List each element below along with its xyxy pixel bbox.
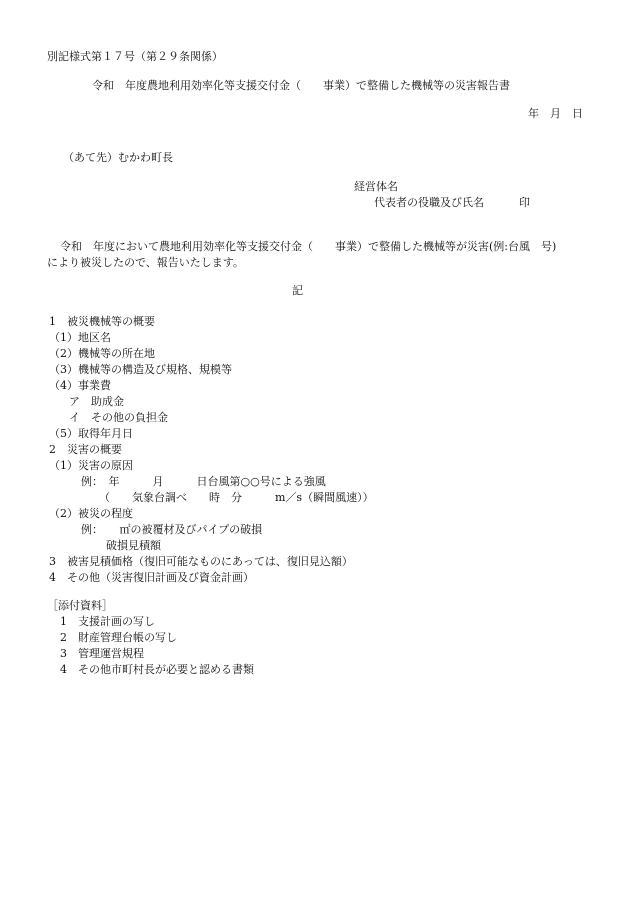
section-1-2: （2）機械等の所在地 [49, 347, 155, 360]
section-4: 4 その他（災害復旧計画及び資金計画） [49, 571, 254, 584]
section-1-4: （4）事業費 [49, 379, 111, 392]
form-number: 別記様式第１７号（第２９条関係） [47, 50, 223, 63]
section-2-2-example: 例： ㎡の被覆材及びパイプの破損 [81, 523, 263, 536]
body-text-line-2: により被災したので、報告いたします。 [47, 256, 244, 269]
section-1-heading: 1 被災機械等の概要 [49, 315, 155, 328]
section-1-4-a: ア 助成金 [69, 395, 124, 408]
ki-heading: 記 [292, 284, 303, 297]
attachment-item-1: 1 支援計画の写し [60, 615, 155, 628]
section-3: 3 被害見積価格（復旧可能なものにあっては、復旧見込額） [49, 555, 353, 568]
section-2-2: （2）被災の程度 [49, 507, 133, 520]
section-2-2-example-detail: 破損見積額 [106, 539, 161, 552]
seal-mark: 印 [519, 196, 530, 209]
attachment-item-2: 2 財産管理台帳の写し [60, 631, 177, 644]
body-text-line-1: 令和 年度において農地利用効率化等支援交付金（ 事業）で整備した機械等が災害(例:台風 号) [60, 240, 557, 253]
org-name-label: 経営体名 [354, 180, 398, 193]
date-line: 年 月 日 [528, 107, 583, 120]
section-2-1-example-detail: （ 気象台調べ 時 分 m／s（瞬間風速）） [99, 491, 374, 504]
representative-label: 代表者の役職及び氏名 [374, 196, 484, 209]
section-2-1: （1）災害の原因 [49, 459, 133, 472]
section-1-3: （3）機械等の構造及び規格、規模等 [49, 363, 232, 376]
section-1-5: （5）取得年月日 [49, 427, 133, 440]
section-1-1: （1）地区名 [49, 331, 111, 344]
section-2-heading: 2 災害の概要 [49, 443, 122, 456]
section-1-4-i: イ その他の負担金 [69, 411, 168, 424]
document-title: 令和 年度農地利用効率化等支援交付金（ 事業）で整備した機械等の災害報告書 [92, 79, 510, 92]
addressee: （あて先）むかわ町長 [63, 151, 173, 164]
attachment-item-3: 3 管理運営規程 [60, 647, 144, 660]
attachments-heading: ［添付資料］ [47, 599, 113, 612]
attachment-item-4: 4 その他市町村長が必要と認める書類 [60, 663, 254, 676]
section-2-1-example: 例： 年 月 日台風第○○号による強風 [81, 475, 326, 488]
